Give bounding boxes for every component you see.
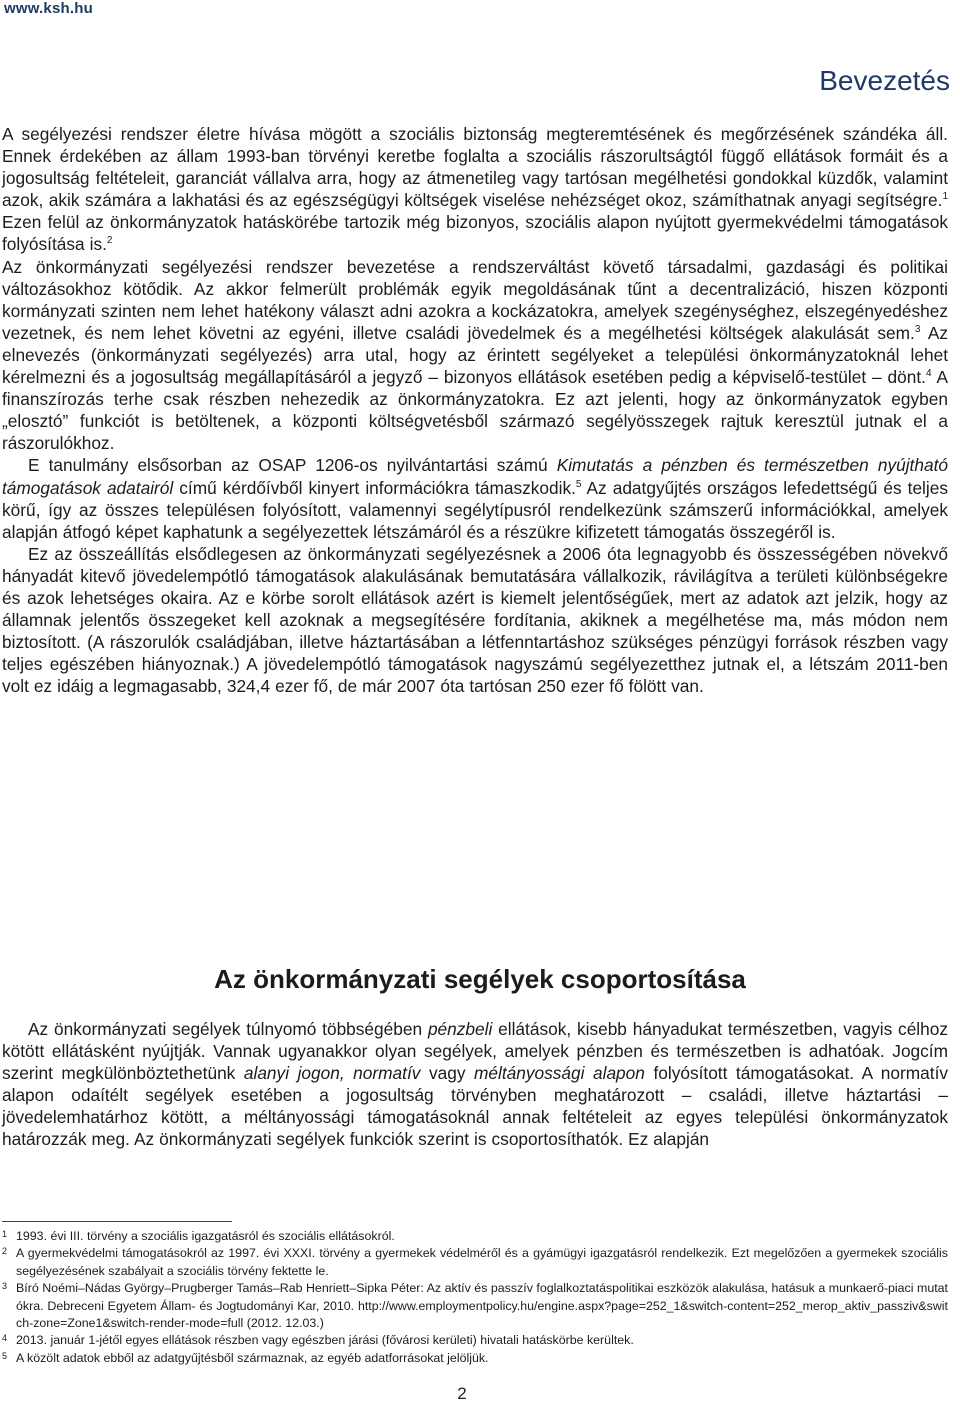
footnote-1: 1 1993. évi III. törvény a szociális igazgatásról és szociális ellátásokról. [2, 1229, 395, 1243]
footnote-ref-3[interactable]: 3 [914, 324, 921, 336]
heading-bevezetes: Bevezetés [819, 65, 950, 96]
footnote-ref-1[interactable]: 1 [942, 191, 948, 203]
section-grouping [2, 1018, 948, 1151]
paragraph-2: Az önkormányzati segélyezési rendszer bevezetése a rendszerváltást követő társadalmi, gazdasági és politikai változásokhoz kötődik. Az akkor felmerült problémák egyik megoldásának tűnt a decentralizáció, hiszen központi kormányzati szinten nem lehet hatékony választ adni azokra a kockázatokra, amelyek szegénységhez, elszegényedéshez vezetnek, és nem lehet követni az egyéni, illetve családi jövedelmek és a megélhetési költségek alakulását sem.$^3$ Az elnevezés (önkormányzati segélyezés) arra utal, hogy az érintett segélyeket a települési önkormányzatoknál lehet kérelmezni és a jogosultság megállapításáról a jegyző – bizonyos ellátások esetében pedig a képviselő-testület – dönt.$^4$ A finanszírozás terhe csak részben nehezedik az önkormányzatokra. Ez azt jelenti, hogy az önkormányzatok egyben „elosztó” funkciót is betöltenek, a központi költségvetésből származó segélyösszegek rajtuk keresztül jutnak el a rászorulókhoz. [2, 256, 949, 454]
footnote-ref-4[interactable]: 4 [925, 368, 932, 380]
paragraph-4: Ez az összeállítás elsődlegesen az önkormányzati segélyezésnek a 2006 óta legnagyobb és összességében növekvő hányadát kitevő jövedelempótló támogatások alakulásának bemutatására vállalkozik, rávilágítva a területi különbségekre és azok lehetséges okaira. Az e körbe sorolt ellátások azért is kiemelt jelentőségűek, mert az adatok azt jelzik, hogy az államnak jelentős összegeket kell azoknak a megsegítésére fordítania, akiknek a megélhetése ma, más módon nem biztosított. (A rászorulók családjában, illetve háztartásában a létfenntartáshoz szükséges pénzügyi források részben vagy teljes egészében hiányoznak.) A jövedelempótló támogatások nagyszámú segélyezetthez jutnak el, a létszám 2011-ben volt ez idáig a legmagasabb, 324,4 ezer fő, de már 2007 óta tartósan 250 ezer fő fölött van. [2, 543, 948, 697]
page-number: 2 [457, 1384, 467, 1403]
footnote-divider [2, 1221, 232, 1222]
footnote-ref-5[interactable]: 5 [575, 478, 582, 490]
footnote-5: 5 A közölt adatok ebből az adatgyűjtésből származnak, az egyéb adatforrásokat jelöljük. [2, 1350, 489, 1365]
footnote-3: 3 Bíró Noémi–Nádas György–Prugberger Tamás–Rab Henriett–Sipka Péter: Az aktív és passzív foglalkoztatáspolitikai eszközök alakulása, hatásuk a munkaerő-piaci mutatókra. Debreceni Egyetem Állam- és Jogtudományi Kar, 2010. http://www.employmentpolicy.hu/engine.aspx?page=252_1&switch-content=252_merop_aktiv_passziv&switch-zone=Zone1&switch-render-mode=full (2012. 12.03.) [2, 1281, 948, 1331]
paragraph-3: E tanulmány elsősorban az OSAP 1206-os nyilvántartási számú Kimutatás a pénzben és természetben nyújtható támogatások adatairól című kérdőívből kinyert információkra támaszkodik.$^5$ Az adatgyűjtés országos lefedettségű és teljes körű, így az összes településen folyósított, valamennyi segélytípusról rendelkezünk számszerű információkkal, amelyek alapján átfogó képet kaphatunk a segélyezettek létszámáról és a részükre kifizetett támogatás összegéről is. [2, 455, 948, 542]
paragraph-1: A segélyezési rendszer életre hívása mögött a szociális biztonság megteremtésének és megőrzésének szándéka áll. Ennek érdekében az állam 1993-ban törvényi keretbe foglalta a szociális rászorultságtól függő ellátások formáit és a jogosultság feltételeit, garanciát vállalva arra, hogy az átmenetileg vagy tartósan megélhetési gondokkal küzdők, valamint azok, akik számára a lakhatási és az egészségügyi költségek viselése nehézséget okoz, számíthatnak anyagi segítségre.$^1$ Ezen felül az önkormányzatok hatáskörébe tartozik még bizonyos, szociális alapon nyújtott gyermekvédelmi támogatások folyósítása is.$^2$ [2, 124, 948, 255]
paragraph-5: Az önkormányzati segélyek túlnyomó többségében pénzbeli ellátások, kisebb hányadukat természetben, vagyis célhoz kötött ellátásként nyújtják. Vannak ugyanakkor olyan segélyek, amelyek pénzben és természetben is adhatóak. Jogcím szerint megkülönböztethetünk alanyi jogon, normatív vagy méltányossági alapon folyósított támogatásokat. A normatív alapon odaítélt segélyek esetében a jogosultság törvényben meghatározott – családi, illetve háztartási – jövedelemhatárhoz kötött, a méltányossági támogatásoknál annak feltételeit az egyes települési önkormányzatok határozzák meg. Az önkormányzati segélyek funkciók szerint is csoportosíthatók. Ez alapján [2, 1019, 949, 1150]
footnote-ref-2[interactable]: 2 [106, 235, 113, 247]
section-introduction [2, 123, 948, 697]
footnote-2: 2 A gyermekvédelmi támogatásokról az 1997. évi XXXI. törvény a gyermekek védelméről és a gyámügyi igazgatásról rendelkezik. Ezt megelőzően a gyermekek szociális segélyezésének szabályait a szociális törvény fektette le. [2, 1246, 948, 1278]
site-url[interactable]: www.ksh.hu [4, 0, 93, 17]
footnotes [2, 1228, 948, 1367]
survey-title: Kimutatás a pénzben és természetben nyújtható támogatások adatairól [2, 455, 948, 498]
footnote-4: 4 2013. január 1-jétől egyes ellátások részben vagy egészben járási (fővárosi kerületi) hivatali hatáskörbe kerültek. [2, 1333, 634, 1348]
heading-segelyek-csoportositasa: Az önkormányzati segélyek csoportosítása [214, 964, 746, 994]
